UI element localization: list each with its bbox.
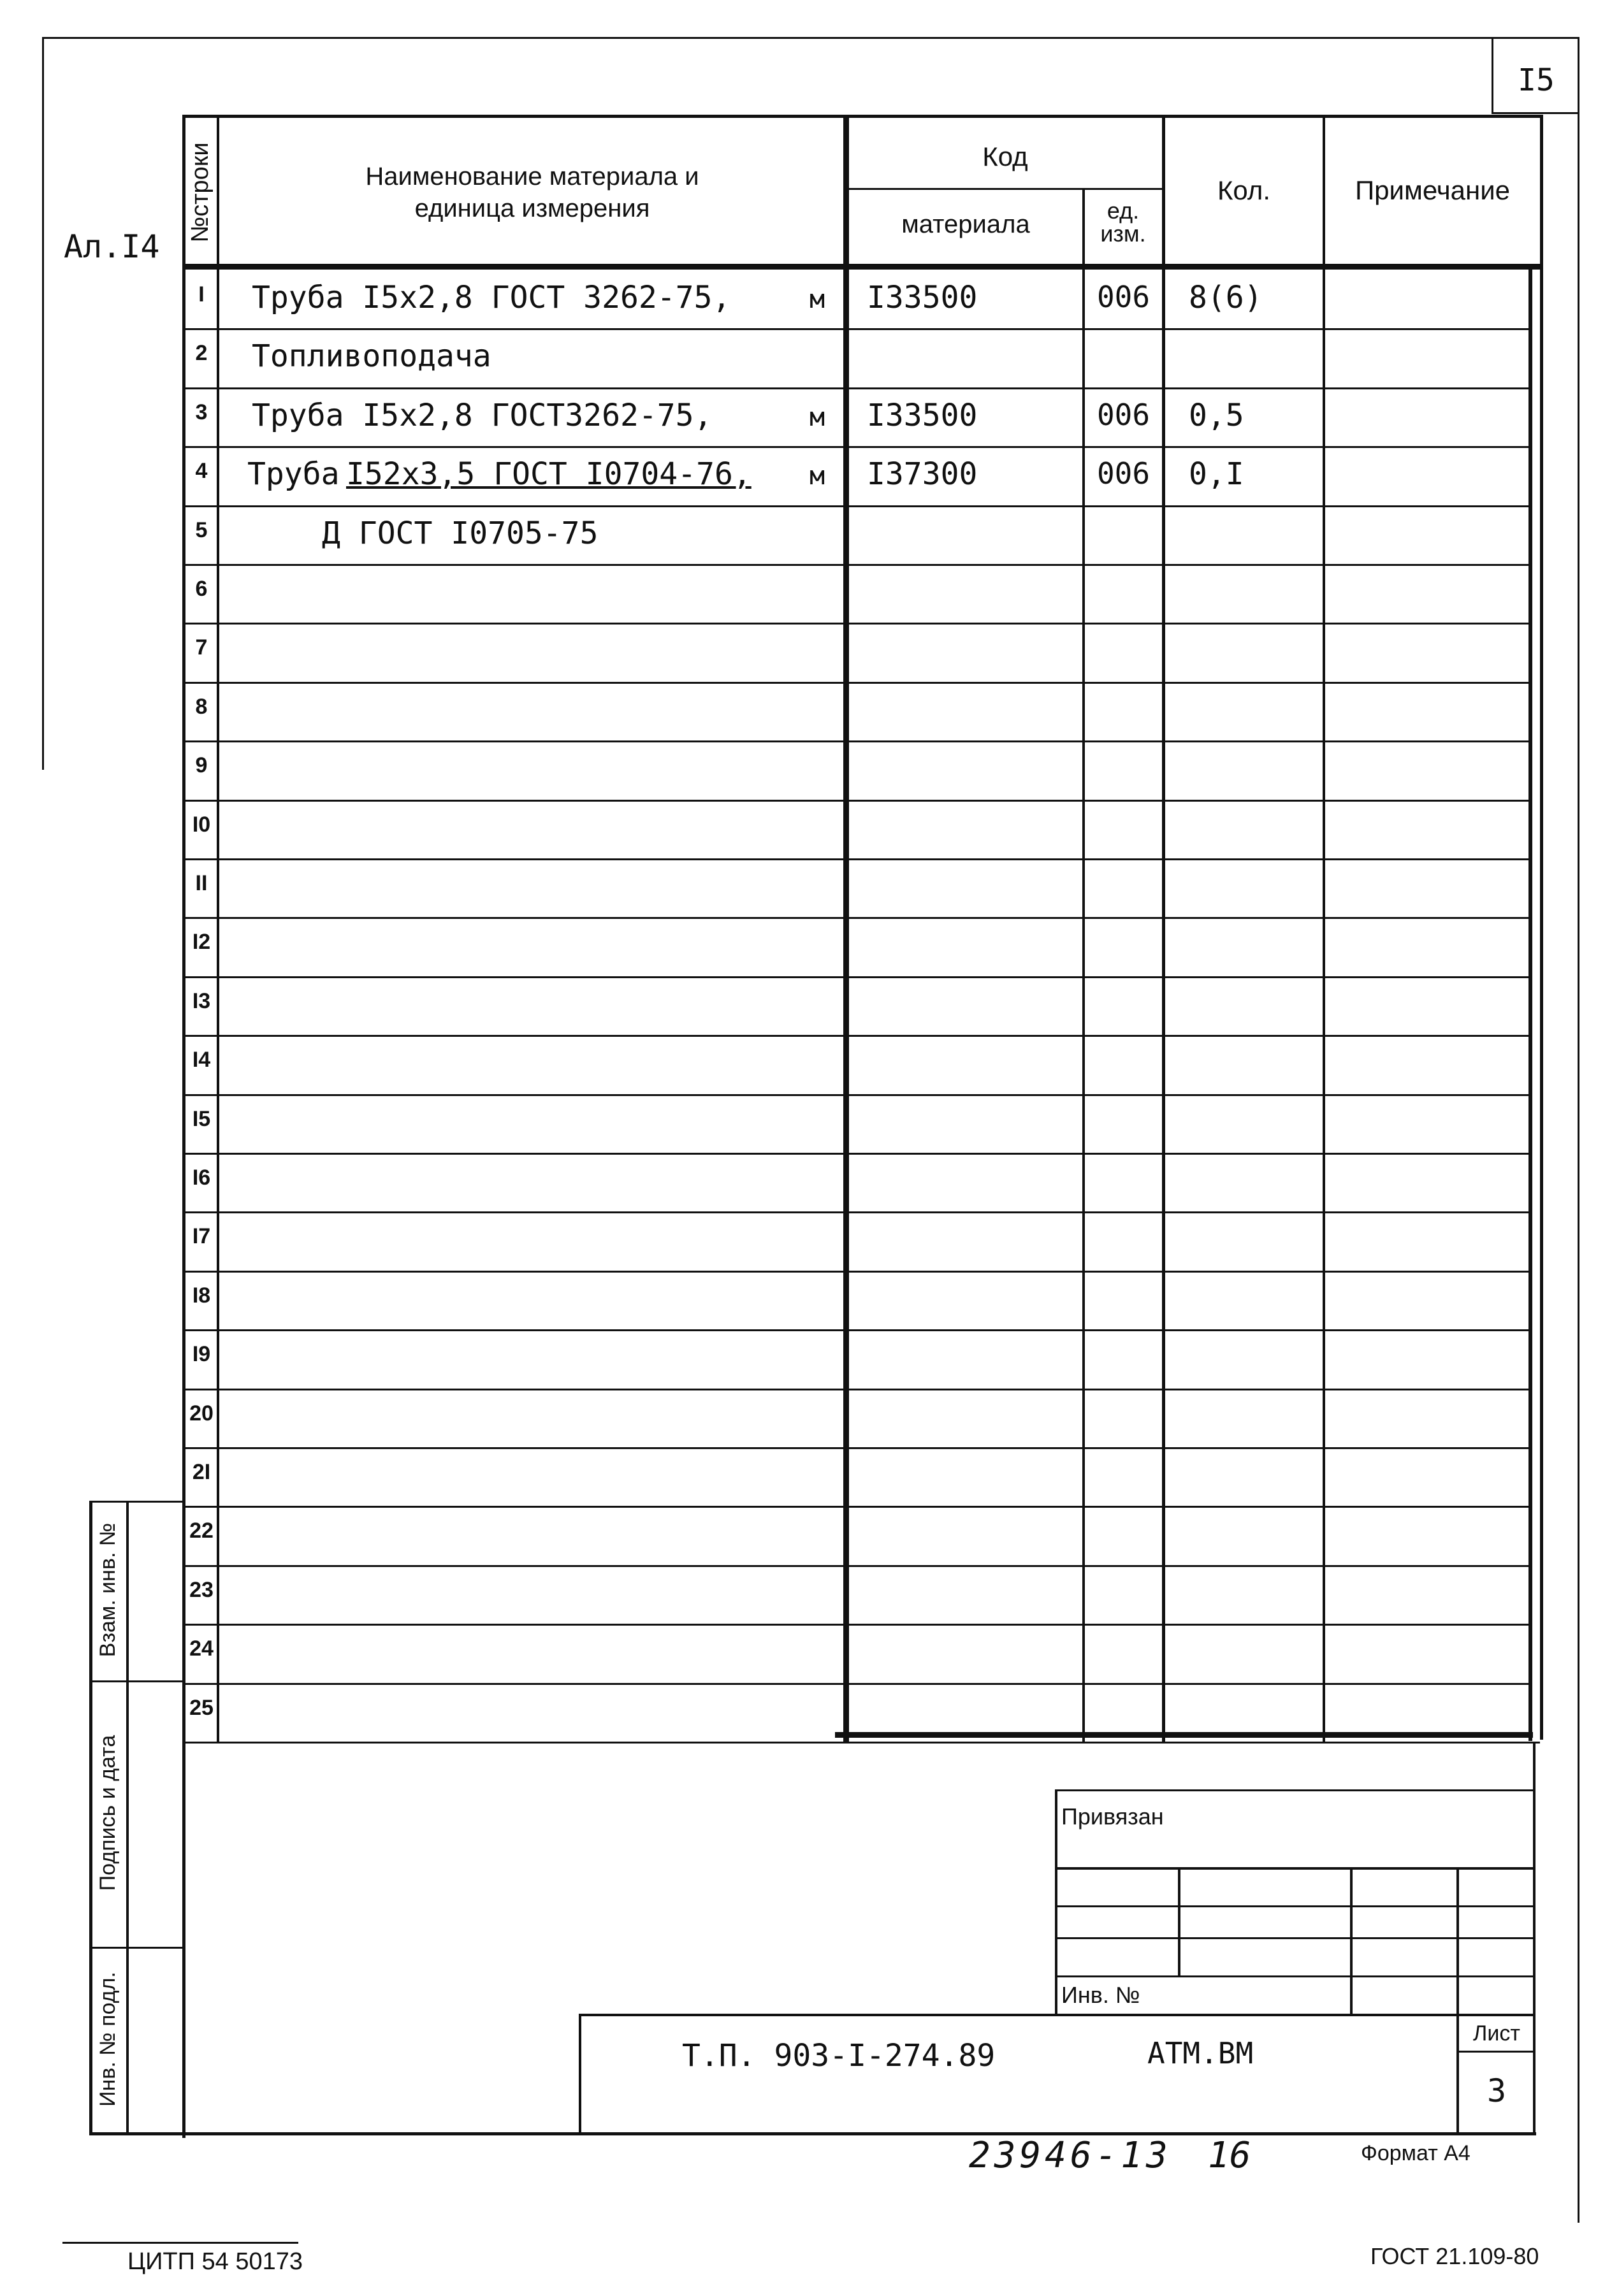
row-name: Топливоподача [252, 338, 491, 374]
code-header: Код [982, 141, 1028, 171]
row-quantity: 0,5 [1189, 398, 1244, 433]
material-code-header: материала [901, 210, 1030, 238]
row-unit-code: 006 [1096, 456, 1151, 491]
page-number: I5 [1518, 62, 1555, 98]
inv-no-label: Инв. № [1061, 1982, 1140, 2008]
unit-code-header-line2: изм. [1100, 220, 1146, 247]
row-unit-code: 006 [1096, 398, 1151, 432]
row-divider [185, 1329, 1530, 1331]
bottom-right-code: ГОСТ 21.109-80 [1370, 2243, 1539, 2269]
sign-date-label: Подпись и дата [96, 1735, 120, 1891]
row-number: I9 [192, 1342, 211, 1366]
row-number: 6 [195, 577, 208, 601]
row-number: I4 [192, 1048, 211, 1072]
row-number: 23 [189, 1578, 214, 1602]
row-number: I6 [192, 1166, 211, 1190]
row-number: I7 [192, 1224, 211, 1248]
format-label: Формат А4 [1361, 2141, 1470, 2165]
row-divider [185, 1153, 1530, 1155]
row-unit-code: 006 [1096, 280, 1151, 314]
row-number: I5 [192, 1107, 211, 1131]
name-header-line1: Наименование материала и [365, 162, 699, 191]
row-divider [185, 682, 1530, 684]
album-label: Ал.I4 [64, 228, 160, 265]
row-number-header: №строки [187, 142, 214, 243]
row-divider [185, 623, 1530, 625]
row-divider [185, 1211, 1530, 1213]
row-divider [185, 1506, 1530, 1508]
row-material-code: I37300 [867, 456, 978, 492]
row-number: 25 [189, 1696, 214, 1720]
replacement-inv-label: Взам. инв. № [96, 1522, 120, 1657]
row-number: II [195, 871, 208, 895]
set-code: АТМ.ВМ [1147, 2036, 1254, 2070]
orig-inv-label: Инв. № подл. [96, 1972, 120, 2107]
row-quantity: 0,I [1189, 456, 1244, 492]
row-number: 3 [195, 400, 208, 424]
row-name-prefix: Труба [247, 456, 358, 492]
row-divider [185, 1094, 1530, 1096]
row-divider [185, 387, 1530, 389]
row-material-code: I33500 [867, 398, 978, 433]
row-divider [185, 505, 1530, 507]
handwritten-page: 16 [1208, 2135, 1251, 2176]
sheet-number: 3 [1486, 2072, 1507, 2109]
row-divider [185, 1447, 1530, 1449]
row-divider [185, 800, 1530, 802]
row-number: 20 [189, 1401, 214, 1426]
attached-label: Привязан [1061, 1803, 1164, 1830]
row-number: 4 [195, 459, 208, 483]
row-number: 2I [192, 1460, 211, 1484]
row-name: I52x3,5 ГОСТ I0704-76, [346, 456, 751, 492]
row-number: 7 [195, 635, 208, 660]
row-number: 24 [189, 1636, 214, 1661]
row-divider [185, 1683, 1530, 1685]
row-quantity: 8(6) [1189, 280, 1263, 315]
row-unit: м [810, 285, 825, 314]
name-header-line2: единица измерения [414, 194, 650, 222]
quantity-header: Кол. [1217, 175, 1271, 205]
row-divider [185, 858, 1530, 860]
row-number: 22 [189, 1519, 214, 1543]
row-divider [185, 917, 1530, 919]
row-number: 2 [195, 341, 208, 365]
row-number: 9 [195, 753, 208, 777]
row-name: Труба I5x2,8 ГОСТ3262-75, [252, 398, 713, 433]
row-divider [185, 1624, 1530, 1626]
row-number: 8 [195, 695, 208, 719]
row-name: Труба I5x2,8 ГОСТ 3262-75, [252, 280, 731, 315]
row-material-code: I33500 [867, 280, 978, 315]
row-unit: м [810, 403, 825, 432]
row-divider [185, 328, 1530, 330]
row-divider [185, 446, 1530, 448]
row-number: I [198, 282, 205, 307]
row-name: Д ГОСТ I0705-75 [322, 516, 599, 551]
row-number: 5 [195, 518, 208, 542]
note-header: Примечание [1354, 175, 1511, 205]
row-number: I0 [192, 812, 211, 837]
unit-code-header-line1: ед. [1107, 198, 1140, 224]
row-number: I3 [192, 989, 211, 1013]
bottom-left-code: ЦИТП 54 50173 [127, 2248, 303, 2275]
row-number: I8 [192, 1283, 211, 1308]
row-divider [185, 564, 1530, 566]
row-divider [185, 1271, 1530, 1273]
row-divider [185, 1565, 1530, 1567]
row-divider [185, 976, 1530, 978]
row-unit: м [810, 461, 825, 491]
row-divider [185, 740, 1530, 742]
row-number: I2 [192, 930, 211, 954]
sheet-label: Лист [1473, 2021, 1520, 2046]
row-divider [185, 1389, 1530, 1390]
document-designation: Т.П. 903-I-274.89 [682, 2038, 996, 2074]
row-divider [185, 1035, 1530, 1037]
handwritten-number: 23946-13 [969, 2135, 1172, 2176]
